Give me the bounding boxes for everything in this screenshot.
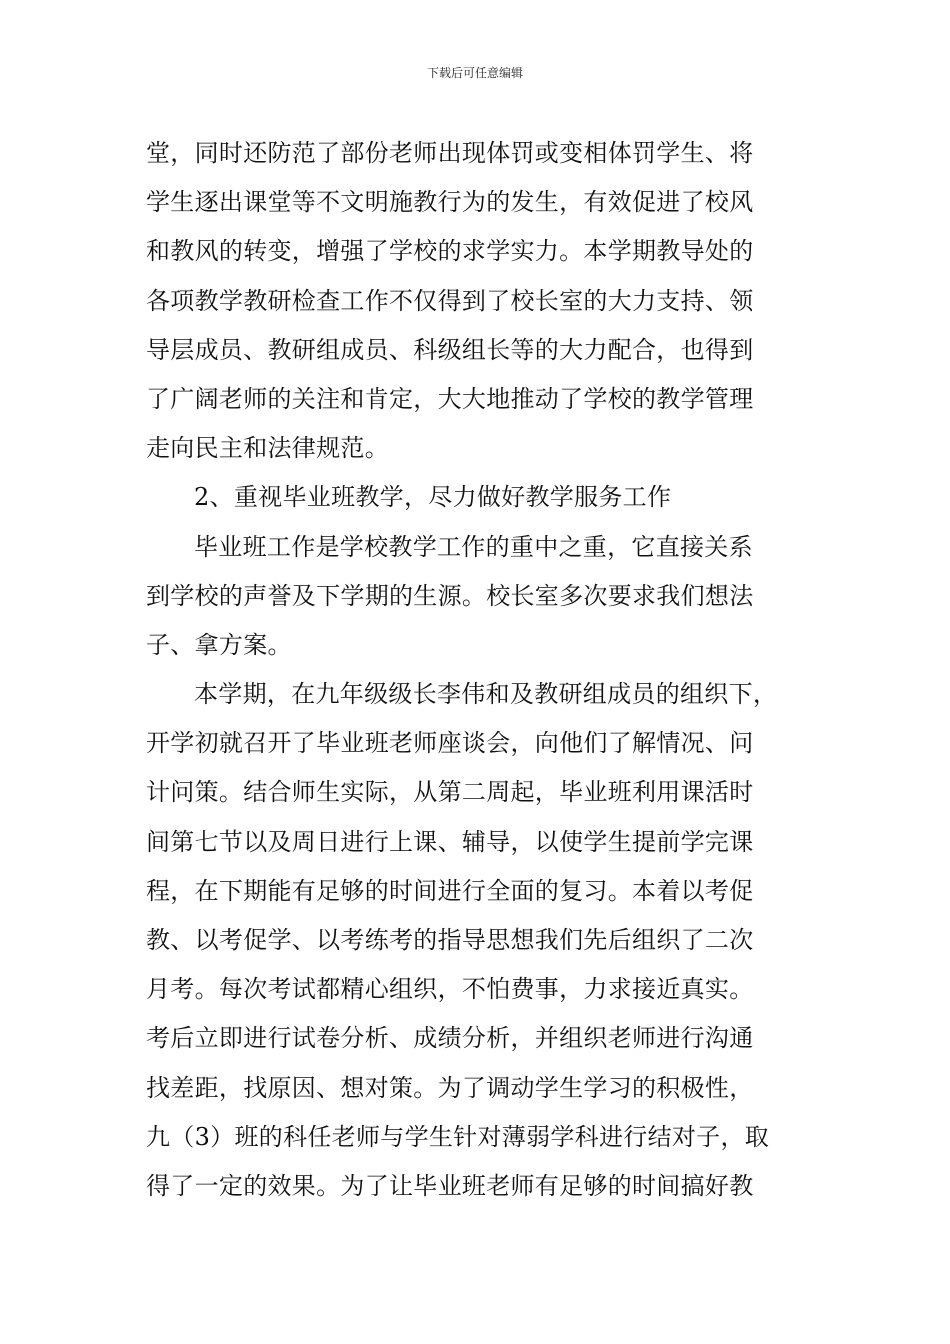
text-line: 间第七节以及周日进行上课、辅导，以使学生提前学完课 xyxy=(146,827,754,856)
text-line: 到学校的声誉及下学期的生源。校长室多次要求我们想法 xyxy=(146,581,754,610)
text-line: 走向民主和法律规范。 xyxy=(146,434,389,463)
text-line: 导层成员、教研组成员、科级组长等的大力配合，也得到 xyxy=(146,335,754,364)
text-line: 得了一定的效果。为了让毕业班老师有足够的时间搞好教 xyxy=(146,1171,754,1200)
text-line: 考后立即进行试卷分析、成绩分析，并组织老师进行沟通 xyxy=(146,1024,754,1053)
text-line: 各项教学教研检查工作不仅得到了校长室的大力支持、领 xyxy=(146,286,754,315)
text-line: 九（3）班的科任老师与学生针对薄弱学科进行结对子，取 xyxy=(146,1122,770,1151)
text-line: 学生逐出课堂等不文明施教行为的发生，有效促进了校风 xyxy=(146,188,754,217)
text-line: 和教风的转变，增强了学校的求学实力。本学期教导处的 xyxy=(146,237,754,266)
text-line: 开学初就召开了毕业班老师座谈会，向他们了解情况、问 xyxy=(146,729,754,758)
text-line: 计问策。结合师生实际，从第二周起，毕业班利用课活时 xyxy=(146,778,754,807)
text-line: 月考。每次考试都精心组织，不怕费事，力求接近真实。 xyxy=(146,975,754,1004)
text-line: 堂，同时还防范了部份老师出现体罚或变相体罚学生、将 xyxy=(146,139,754,167)
page-header: 下载后可任意编辑 xyxy=(426,66,523,80)
document-body xyxy=(146,129,818,1211)
text-line: 2、重视毕业班教学，尽力做好教学服务工作 xyxy=(194,483,672,512)
text-line: 找差距，找原因、想对策。为了调动学生学习的积极性， xyxy=(146,1073,754,1102)
text-line: 毕业班工作是学校教学工作的重中之重，它直接关系 xyxy=(194,532,753,561)
text-line: 教、以考促学、以考练考的指导思想我们先后组织了二次 xyxy=(146,926,754,954)
text-line: 子、拿方案。 xyxy=(146,630,292,659)
text-line: 了广阔老师的关注和肯定，大大地推动了学校的教学管理 xyxy=(146,384,754,413)
text-line: 程，在下期能有足够的时间进行全面的复习。本着以考促 xyxy=(146,876,754,905)
text-line: 本学期，在九年级级长李伟和及教研组成员的组织下， xyxy=(194,680,778,709)
